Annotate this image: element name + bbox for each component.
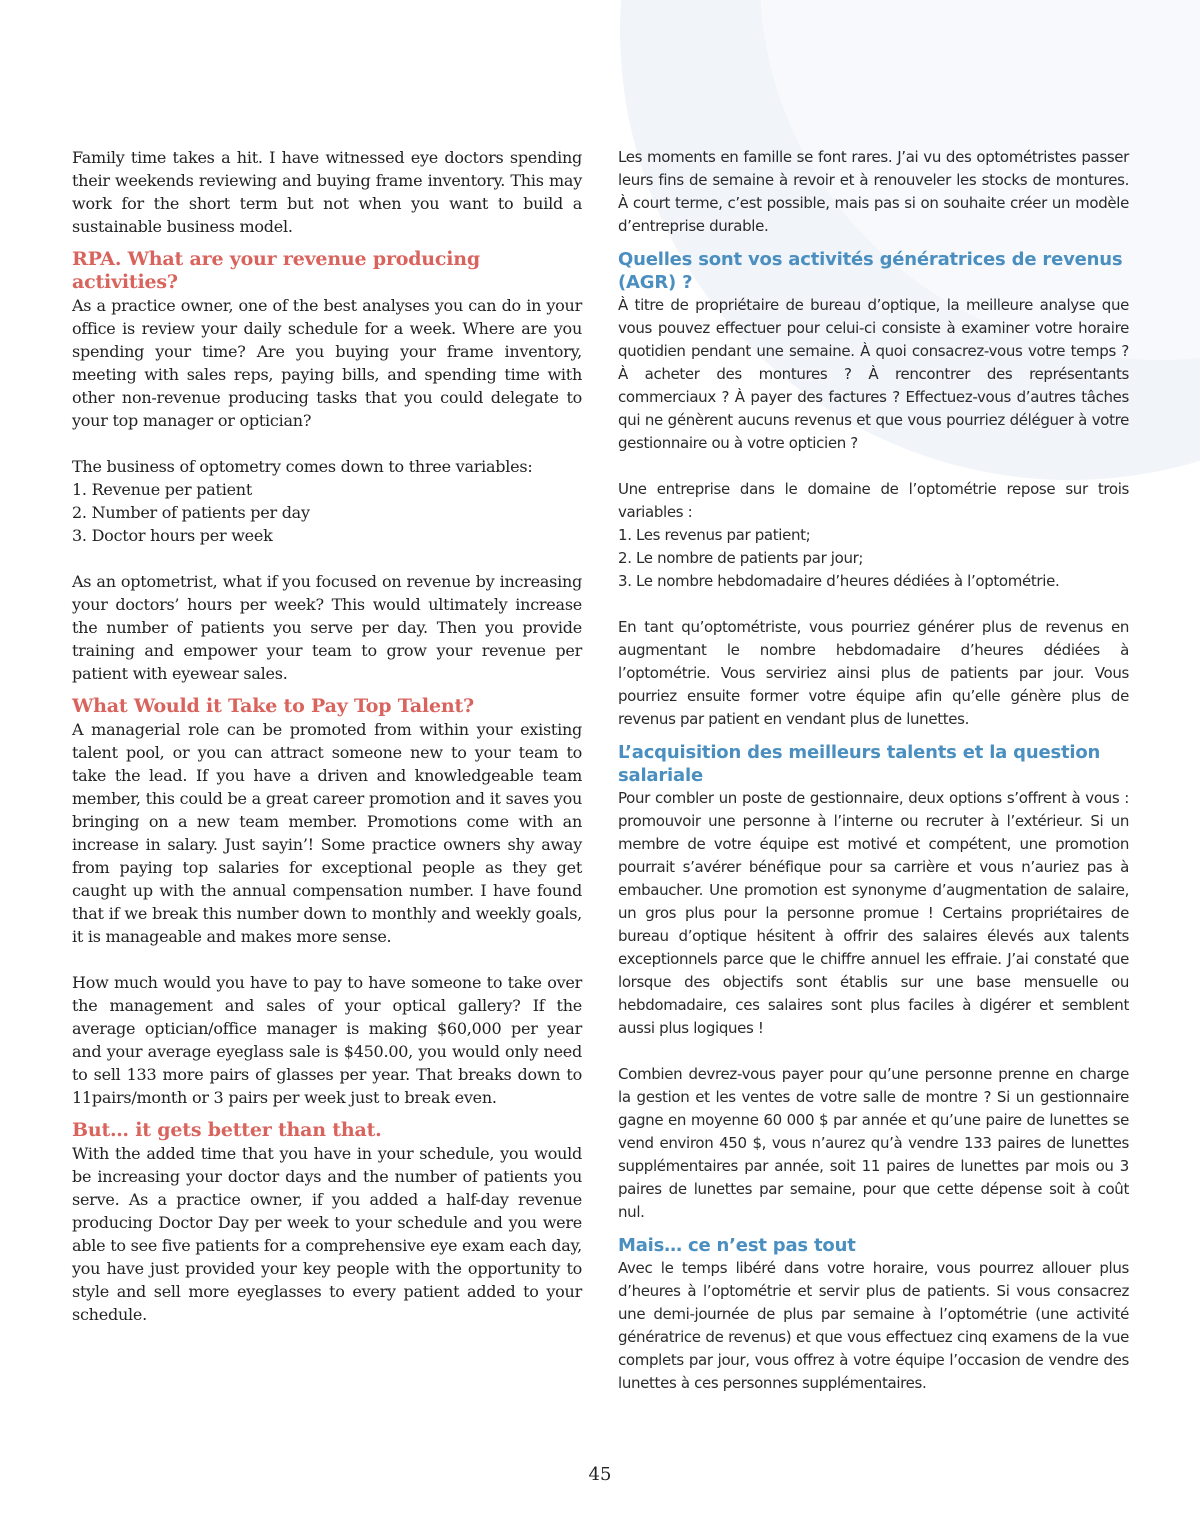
english-column [72, 146, 582, 1326]
paragraph: The business of optometry comes down to three variables: [72, 457, 533, 476]
section-heading: RPA. What are your revenue producing activities? [72, 248, 481, 293]
list-item: 3. Doctor hours per week [72, 526, 273, 545]
section-heading: What Would it Take to Pay Top Talent? [72, 695, 474, 717]
paragraph: Pour combler un poste de gestionnaire, deux options s’offrent à vous : promouvoir une personne à l’interne ou recruter à l’extérieur. Si un membre de votre équipe est motivé et compétent, une promotion pourrait s’avérer bénéfique pour sa carrière et vous n’auriez pas à embaucher. Une promotion est synonyme d’augmentation de salaire, un gros plus pour la personne promue ! Certains propriétaires de bureau d’optique hésitent à offrir des salaires élevés aux talents exceptionnels parce que le chiffre annuel les effraie. J’ai constaté que lorsque des objectifs sont établis sur une base mensuelle ou hebdomadaire, ces salaires sont plus faciles à digérer et semblent aussi plus logiques ! [618, 789, 1129, 1037]
section-heading: Mais… ce n’est pas tout [618, 1235, 856, 1256]
list-item: 1. Revenue per patient [72, 480, 253, 499]
paragraph: Les moments en famille se font rares. J’ai vu des optométristes passer leurs fins de semaine à revoir et à renouveler les stocks de montures. À court terme, c’est possible, mais pas si on souhaite créer un modèle d’entreprise durable. [618, 148, 1129, 235]
paragraph: À titre de propriétaire de bureau d’optique, la meilleure analyse que vous pouvez effectuer pour celui-ci consiste à examiner votre horaire quotidien pendant une semaine. À quoi consacrez-vous votre temps ? À acheter des montures ? À rencontrer des représentants commerciaux ? À payer des factures ? Effectuez-vous d’autres tâches qui ne génèrent aucuns revenus et que vous pourriez déléguer à votre gestionnaire ou à votre opticien ? [618, 296, 1129, 452]
paragraph: As a practice owner, one of the best analyses you can do in your office is review your daily schedule for a week. Where are you spending your time? Are you buying your frame inventory, meeting with sales reps, paying bills, and spending time with other non-revenue producing tasks that you could delegate to your top manager or optician? [72, 296, 582, 430]
list-item: 1. Les revenus par patient; [618, 526, 811, 544]
paragraph: How much would you have to pay to have someone to take over the management and sales of your optical gallery? If the average optician/office manager is making $60,000 per year and your average eyeglass sale is $450.00, you would only need to sell 133 more pairs of glasses per year. That breaks down to 11pairs/month or 3 pairs per week just to break even. [72, 973, 582, 1107]
paragraph: A managerial role can be promoted from within your existing talent pool, or you can attract someone new to your team to take the lead. If you have a driven and knowledgeable team member, this could be a great career promotion and it saves you bringing on a new team member. Promotions come with an increase in salary. Just sayin’! Some practice owners shy away from paying top salaries for exceptional people as they get caught up with the annual compensation number. I have found that if we break this number down to monthly and weekly goals, it is manageable and makes more sense. [72, 720, 582, 946]
list-item: 3. Le nombre hebdomadaire d’heures dédiées à l’optométrie. [618, 572, 1060, 590]
paragraph: En tant qu’optométriste, vous pourriez générer plus de revenus en augmentant le nombre hebdomadaire d’heures dédiées à l’optométrie. Vous serviriez ainsi plus de patients par jour. Vous pourriez ensuite former votre équipe afin qu’elle génère plus de revenus par patient en vendant plus de lunettes. [618, 618, 1129, 728]
paragraph: Combien devrez-vous payer pour qu’une personne prenne en charge la gestion et les ventes de votre salle de montre ? Si un gestionnaire gagne en moyenne 60 000 $ par année et qu’une paire de lunettes se vend environ 450 $, vous n’aurez qu’à vendre 133 paires de lunettes supplémentaires par année, soit 11 paires de lunettes par mois ou 3 paires de lunettes par semaine, pour que cette dépense soit à coût nul. [618, 1065, 1129, 1221]
list-item: 2. Le nombre de patients par jour; [618, 549, 864, 567]
paragraph: Une entreprise dans le domaine de l’optométrie repose sur trois variables : [618, 480, 1129, 521]
list-item: 2. Number of patients per day [72, 503, 310, 522]
section-heading: Quelles sont vos activités génératrices de revenus (AGR) ? [618, 249, 1123, 293]
paragraph: Avec le temps libéré dans votre horaire, vous pourrez allouer plus d’heures à l’optométrie et servir plus de patients. Si vous consacrez une demi-journée de plus par semaine à l’optométrie (une activité génératrice de revenus) et que vous effectuez cinq examens de la vue complets par jour, vous offrez à votre équipe l’occasion de vendre des lunettes à ces personnes supplémentaires. [618, 1259, 1129, 1392]
paragraph: As an optometrist, what if you focused on revenue by increasing your doctors’ hours per week? This would ultimately increase the number of patients you serve per day. Then you provide training and empower your team to grow your revenue per patient with eyewear sales. [72, 572, 582, 683]
section-heading: L’acquisition des meilleurs talents et la question salariale [618, 742, 1101, 786]
page-number: 45 [588, 1464, 612, 1485]
section-heading: But… it gets better than that. [72, 1119, 382, 1141]
paragraph: With the added time that you have in your schedule, you would be increasing your doctor days and the number of patients you serve. As a practice owner, if you added a half-day revenue producing Doctor Day per week to your schedule and you were able to see five patients for a comprehensive eye exam each day, you have just provided your key people with the opportunity to style and sell more eyeglasses to every patient added to your schedule. [72, 1144, 582, 1324]
french-column [618, 146, 1129, 1395]
paragraph: Family time takes a hit. I have witnessed eye doctors spending their weekends reviewing and buying frame inventory. This may work for the short term but not when you want to build a sustainable business model. [72, 148, 582, 236]
